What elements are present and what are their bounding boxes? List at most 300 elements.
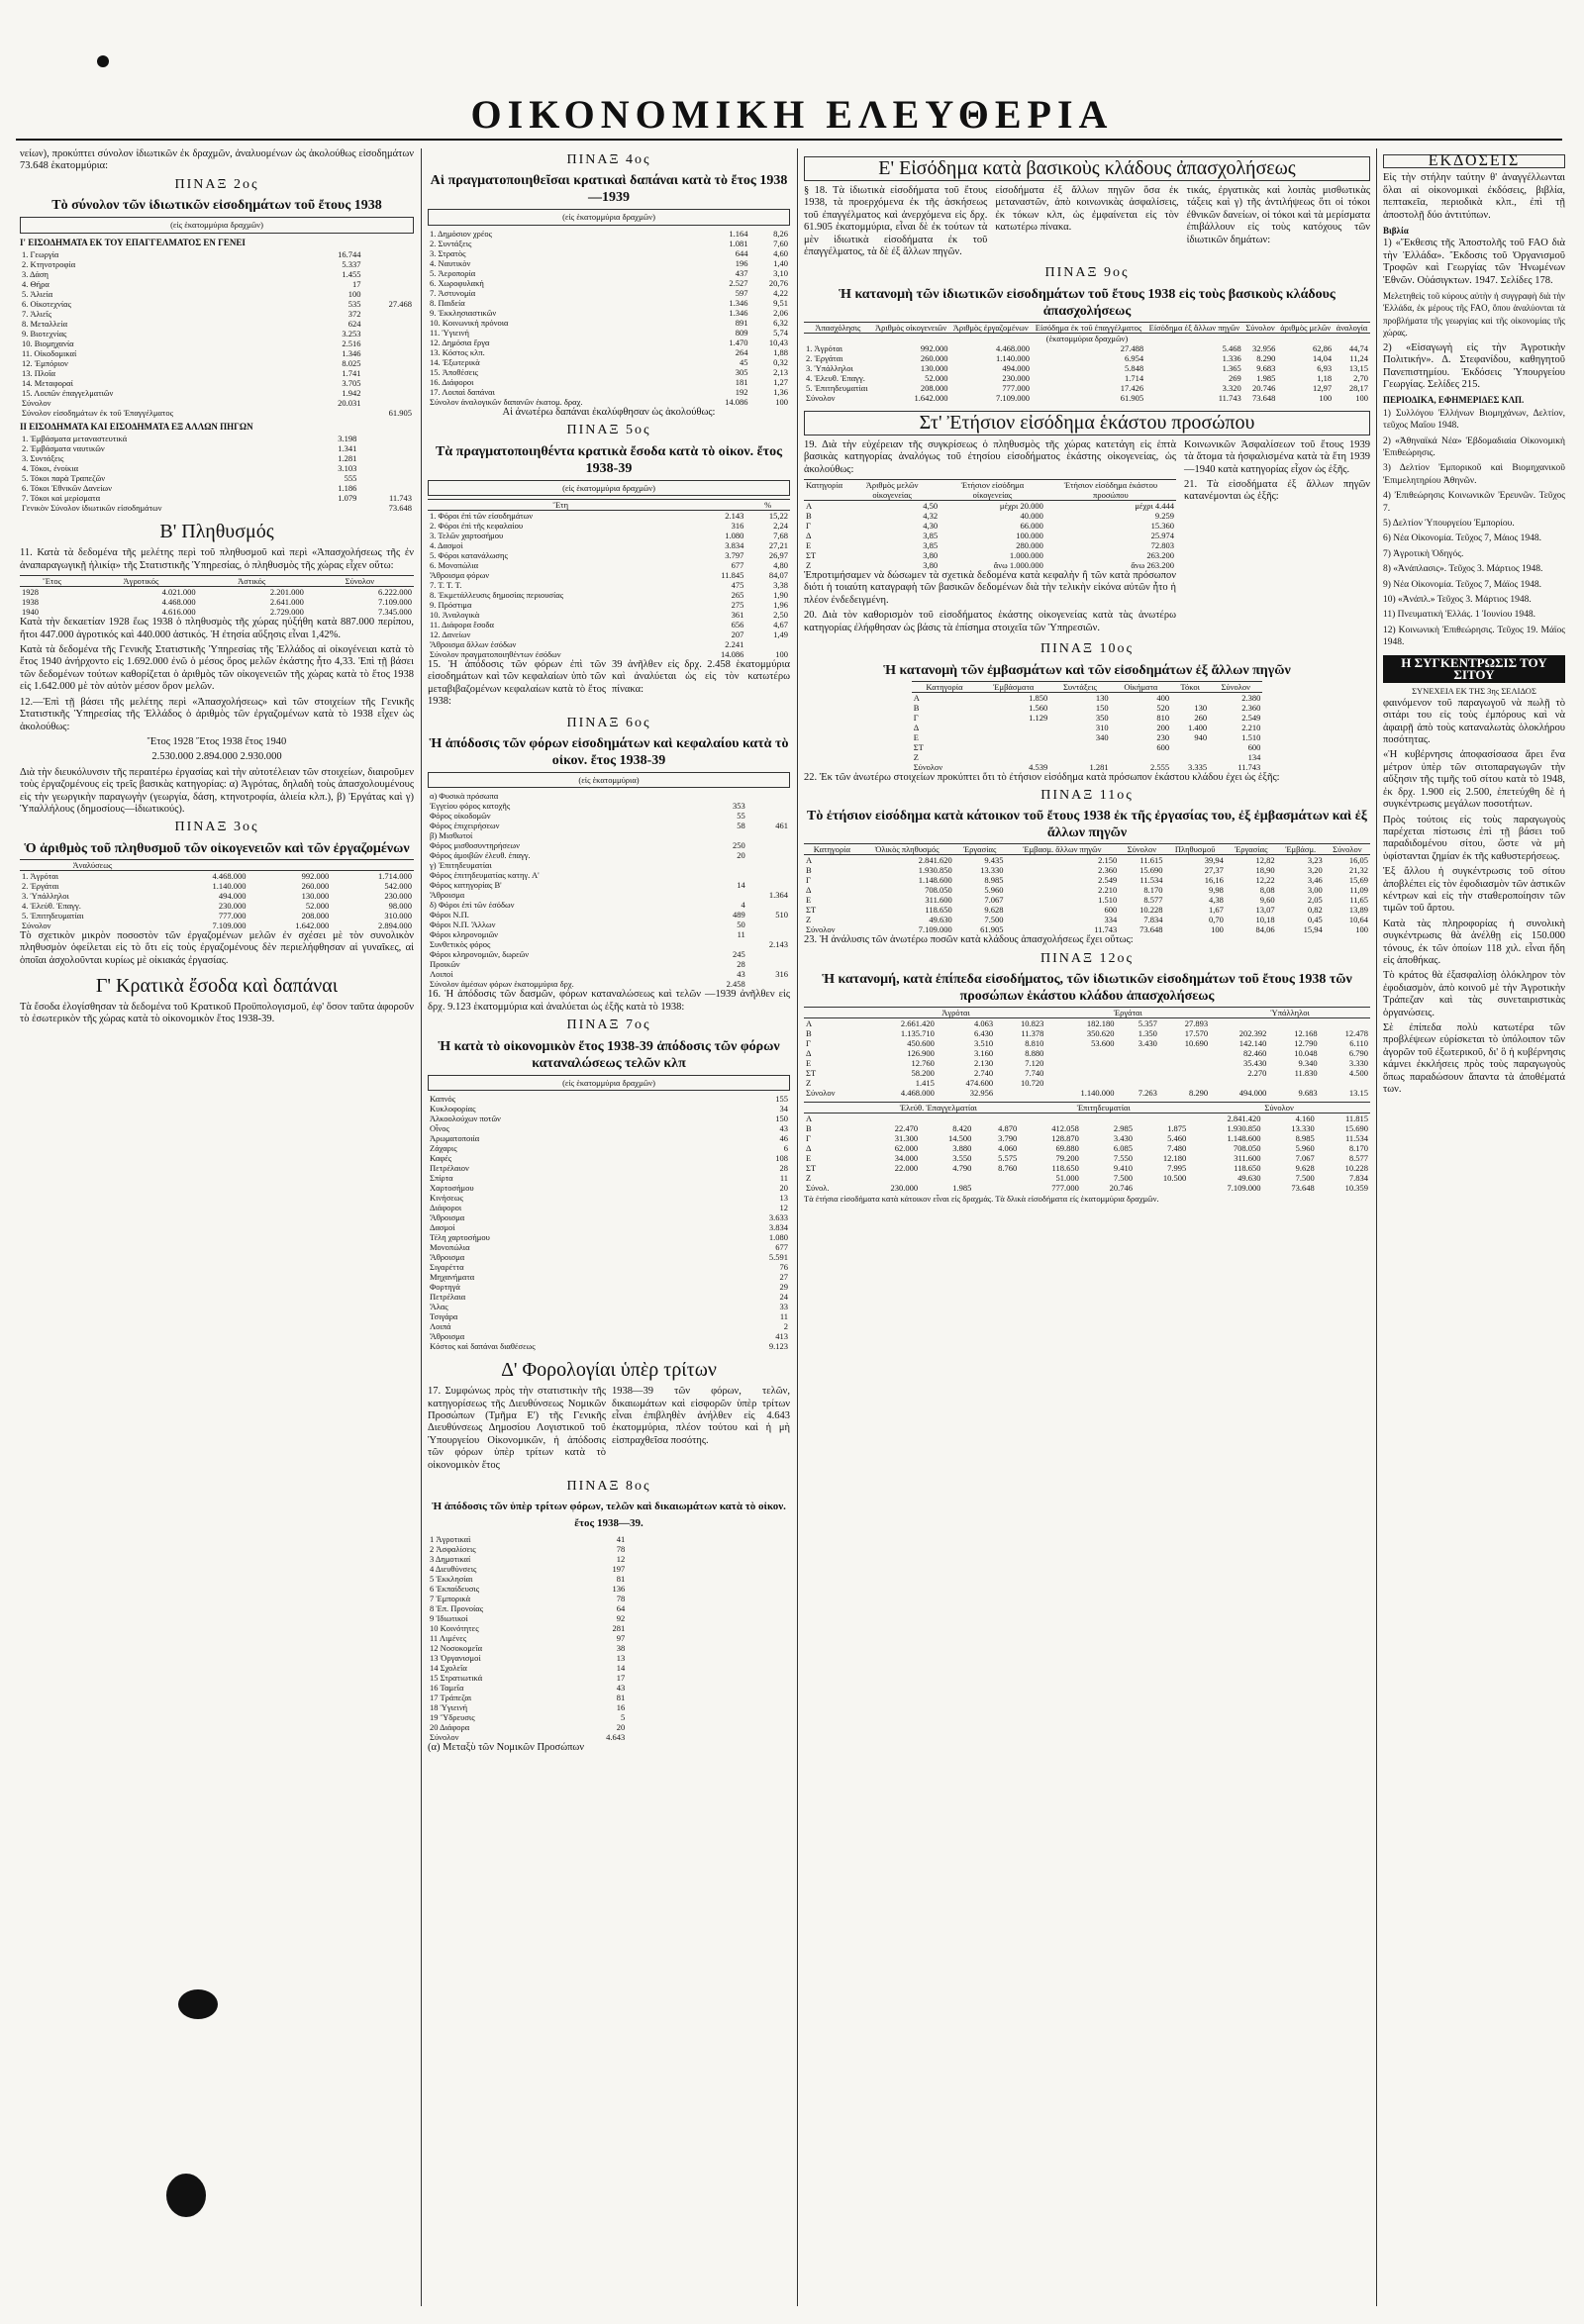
table-cell [977,723,1049,732]
table-cell: 81 [616,1693,626,1703]
table-cell: 16,16 [1204,875,1224,886]
table-cell: Ἅλας [430,1302,448,1312]
table-row [20,259,414,269]
table-cell: 130 [1095,692,1109,703]
table-cell: 1,18 [1317,372,1333,383]
table-row [428,1143,790,1153]
table-cell: 3.430 [1138,1038,1157,1049]
table-cell [1159,1058,1210,1068]
table-cell: 7.834 [1143,915,1163,925]
table-row [428,1663,627,1673]
pinax-12-footnote: Τὰ ἐτήσια εἰσοδήματα κατὰ κάτοικον εἶναι εἰς δραχμάς. Τὰ δλικὰ εἰσοδήματα εἰς ἑκατομμύρια δραχμῶν. [804,1194,1159,1205]
table-row [804,1018,1370,1029]
table-cell [363,269,414,279]
table-cell: 76 [779,1262,788,1273]
table-row [804,1068,1370,1078]
table-cell: 4,80 [773,560,788,571]
table-cell: 9,60 [1259,895,1275,906]
table-header-cell: Συντάξεις [1049,681,1110,692]
table-cell: Τέλη χαρτοσήμου [430,1232,490,1243]
table-cell: Φόρος μισθοσυντηρήσεων [430,840,520,851]
table-cell [1045,1068,1116,1078]
table-row [428,1554,627,1564]
table-cell [747,929,790,939]
table-cell: 2.210 [1098,885,1118,896]
table-cell: 6. Χωροφυλακή [430,277,484,288]
table-cell [705,791,747,801]
table-cell: 4,22 [773,287,788,298]
periodika-item: 7) Ἀγροτικὴ Ὁδηγός. [1383,548,1464,559]
table-cell: 3.550 [952,1153,972,1164]
table-cell: 1. Ἐμβάσματα μεταναστευτικά [22,434,128,444]
table-row [804,501,1176,512]
table-cell: Σύνολον [430,1732,459,1743]
table-cell: 84,06 [1255,924,1275,935]
table-cell: 275 [731,600,744,611]
table-cell: 1.140.000 [1080,1088,1115,1099]
table-row [20,289,414,299]
table-cell: 100.000 [1016,531,1043,541]
table-cell: 1.148.600 [918,875,952,886]
table-cell: 2.641.000 [269,597,304,608]
table-cell: 16 [616,1702,626,1713]
table-cell: 1.148.600 [1227,1133,1261,1144]
table-row [20,587,414,598]
paragraph: 15. Ἡ ἀπόδοσις τῶν φόρων ἐπὶ τῶν εἰσοδημάτων καὶ τῶν κεφαλαίων ὑπὸ τῶν μεταβιβαζομένων κεφαλαίων κατὰ τὸ ἔτος 1938: [428,659,606,708]
table-cell: 7.067 [1295,1153,1315,1164]
table-cell: 100 [775,396,788,407]
table-cell: 1.560 [1029,702,1048,713]
paragraph: 22. Ἐκ τῶν ἀνωτέρω στοιχείων προκύπτει ὅτι τὸ ἐτήσιον εἰσόδημα κατὰ πρόσωπον ἑκάστου κλάδου ἐχει ὡς ἑξῆς: [804,771,1280,783]
table-cell: Φόρος ἐπιχειρήσεων [430,821,500,831]
table-cell [1117,1058,1159,1068]
table-cell: 413 [775,1331,788,1342]
table-cell [747,979,790,989]
table-cell: Δ [806,1048,812,1059]
table-header-cell: Ἀριθμὸς οἰκογενειῶν [872,322,950,333]
table-cell: 230.000 [890,1183,919,1194]
table-row [428,910,790,920]
paragraph: Τὸ κράτος θὰ ἐξασφαλίσῃ ὁλόκληρον τὸν ἐφοδιασμὸν, ἀπὸ κοινοῦ μὲ τὴν Ἀγροτικὴν Τράπεζαν καὶ τὰς συνεταιριστικὰς ὀργανώσεις. [1383,970,1565,1018]
table-cell: 43 [779,1123,788,1134]
table-cell: 1. Γεωργία [22,249,59,260]
table-cell: 6. Μονοπώλια [430,560,479,571]
table-row [428,821,790,830]
table-cell: 450.600 [907,1038,935,1049]
table-cell: 8.420 [952,1123,972,1134]
periodika-item: 1) Συλλόγου Ἑλλήνων Βιομηχάνων, Δελτίον, τεῦχος Μαΐου 1948. [1383,408,1565,432]
table-header-cell [804,1008,866,1018]
table-header [804,480,1176,501]
table-row [804,511,1176,521]
table-cell: 15.360 [1150,521,1174,532]
table-cell: 4.616.000 [161,607,196,618]
table-cell: Ζ [806,560,812,571]
table-row [428,1732,627,1742]
table-cell: 3.834 [768,1222,788,1233]
table-cell: 12 Νοσοκομεῖα [430,1643,483,1654]
table-row [428,540,790,550]
periodika-item: 5) Δελτίον Ὑπουργείου Ἐμπορίου. [1383,518,1515,529]
table-cell: 4. Ἐλευθ. Ἐπαγγ. [806,372,865,383]
table-cell: 1.129 [1029,712,1048,723]
table-row [428,1683,627,1693]
table-cell: 708.050 [925,885,952,896]
table-cell [1320,1078,1370,1088]
table-row [428,1153,790,1163]
table-cell [973,1173,1019,1183]
table-cell: 8.577 [1143,895,1163,906]
table-cell: 1940 [22,607,39,618]
table-row [428,531,790,540]
table-row [428,1574,627,1584]
table-row [428,367,790,377]
table-cell: 4.500 [1348,1068,1368,1079]
table-cell: 44,74 [1348,342,1368,353]
table-header-cell: ἀριθμὸς μελῶν [1277,322,1334,333]
table-cell: 4.468.000 [900,1088,935,1099]
table-cell: 13,07 [1255,905,1275,916]
table-cell: 2.360 [1241,702,1261,713]
table-cell: 55 [737,811,745,822]
table-cell [1049,752,1110,762]
table-cell: 17 Τράπεζαι [430,1693,472,1703]
table-cell: Ἄθροισμα [430,1212,465,1223]
table-cell: Β [806,865,812,876]
table-cell: 32.956 [1251,342,1276,353]
table-row [20,358,414,368]
table-cell: 84,07 [768,570,788,581]
table-cell: ΣΤ [806,1163,817,1174]
table-cell: 7.834 [1348,1173,1368,1184]
table-cell: 555 [344,473,357,484]
table-cell: 17.426 [1120,382,1144,393]
table-cell: 20 [616,1722,626,1733]
table-row [428,347,790,357]
table-row [428,560,790,570]
table-cell [1117,1068,1159,1078]
table-cell: Προικῶν [430,959,460,970]
table-row [20,269,414,279]
table-cell: 280.000 [1016,540,1043,551]
table-cell: 8.880 [1025,1048,1044,1059]
table-cell: 4,32 [923,511,939,522]
table-cell: Διάφοροι [430,1203,462,1213]
table-cell: 11,09 [1349,885,1368,896]
table-cell [1135,1183,1188,1193]
table-cell [705,890,747,900]
table-row [804,343,1370,353]
table-row [428,298,790,308]
table-cell: 12.790 [1294,1038,1318,1049]
table-cell: 17 [352,279,361,290]
table-row [804,1038,1370,1048]
table-cell: 10,43 [768,337,788,347]
table-cell: 10. Ἀναλογικὰ [430,610,480,621]
table-cell: 489 [733,910,745,920]
paragraph: Σὲ ἐπίπεδα πολὺ κατωτέρα τῶν προβλέψεων εὑρίσκεται τὸ ὑπόλοιπον τῶν ἀγορῶν τοῦ ἐξωτερικοῦ, δι' ὃ ἡ κυβέρνησις κάμνει ἐκκλήσεις πρὸς τοὺς παραγωγοὺς ὅπως παραδώσουν ἅπαντα τὰ ἀποθέματά των. [1383,1022,1565,1096]
table-cell: 6.790 [1348,1048,1368,1059]
table-cell: 69.880 [1055,1143,1079,1154]
table-row [428,1193,790,1203]
table-cell: 3. Ὑπάλληλοι [806,362,853,373]
table-cell [363,378,414,388]
table-cell [747,791,790,801]
table-cell: 1.930.850 [1227,1123,1261,1134]
table-cell: 81 [616,1574,626,1585]
table-cell: 155 [775,1094,788,1105]
table-cell: 73.648 [1251,392,1276,403]
table-row [428,801,790,811]
table-cell: 1938 [22,597,39,608]
table-cell: 1.336 [1222,352,1241,363]
table-cell: 11. Οἰκοδομικαί [22,348,77,359]
ink-blot [178,1989,218,2019]
table-cell: 2. Ἐργάται [22,880,59,891]
table-cell: 181 [735,376,748,387]
table-cell [1159,1048,1210,1058]
table-cell [747,870,790,880]
table-cell: Ἄθροισμα ἄλλων ἐσόδων [430,639,517,650]
table-cell: Ἄθροισμα [430,1252,465,1263]
table-cell: 27.488 [1120,342,1144,353]
table-cell: 4.468.000 [995,342,1030,353]
table-row [428,387,790,397]
intro-text: νείων), προκύπτει σύνολον ἰδιωτικῶν ἐκ δραχμῶν, ἀναλυομένων ὡς ἀκολούθως εἰσοδημάτων 73.648 ἑκατομμύρια: [20,148,414,172]
table-cell [1171,692,1209,703]
table-cell: 12 [779,1203,788,1213]
table-cell: 1,49 [773,629,788,640]
table-cell: 4.468.000 [161,597,196,608]
table-cell: 34.000 [894,1153,919,1164]
pinax-2-label: ΠΙΝΑΞ 2ος [174,176,259,192]
table-cell: 40.000 [1020,511,1043,522]
table-cell: 8.025 [342,358,361,369]
table-cell: 24 [779,1292,788,1303]
table-cell: 1,67 [1208,905,1224,916]
ink-blot [97,55,109,67]
table-cell: 6. Οἰκοτεχνίας [22,299,71,310]
table-cell: 13,89 [1348,905,1368,916]
table-cell [363,279,414,289]
table-cell: 7.120 [1025,1058,1044,1069]
table-row [20,870,414,881]
table-cell: 230.000 [1002,372,1030,383]
table-cell: 4 [741,900,745,911]
table-cell: 5. Ἁλιεία [22,289,53,300]
paragraph: Κοινωνικῶν Ἀσφαλίσεων τοῦ ἔτους 1939 τὰ ἄτομα τὰ ἠσφαλισμένα κατὰ τὰ ἔτη 1939—1940 κατὰ κατηγορίας εἶχον ὡς ἑξῆς. [1184,438,1370,475]
paragraph: Κατὰ τὴν δεκαετίαν 1928 ἕως 1938 ὁ πληθυσμὸς τῆς χώρας ηὐξήθη κατὰ 887.000 περίπου, ἤτοι 447.000 ἀγροτικός καὶ 440.000 ἀστικός. Ἡ ἐτησία αὔξησις εἶναι 1,42%. [20,617,414,640]
pinax-5-caption: (εἰς ἑκατομμύρια δραχμῶν) [428,480,790,496]
pinax-3-label: ΠΙΝΑΞ 3ος [174,820,259,835]
table-cell: 412.058 [1051,1123,1079,1134]
table-cell: 10.823 [1021,1018,1044,1029]
pinax-2-title: Τὸ σύνολον τῶν ἰδιωτικῶν εἰσοδημάτων τοῦ ἔτους 1938 [51,198,382,214]
table-cell: 1.930.850 [918,865,952,876]
table-cell: 118.650 [1234,1163,1261,1174]
table-row [428,511,790,522]
table-cell: ἄνω 263.200 [1131,560,1174,571]
table-cell: 7.500 [984,915,1004,925]
table-cell: 20.746 [1109,1183,1134,1194]
table-cell: 8. Μεταλλεία [22,319,68,330]
table-cell: 9,98 [1208,885,1224,896]
table-header-cell: % [745,500,790,511]
table-row [428,811,790,821]
table-cell: 58.200 [911,1068,935,1079]
table-cell [705,870,747,880]
table-cell: Γ [913,712,919,723]
table-cell: 708.050 [1233,1143,1261,1154]
table-row [428,830,790,840]
table-cell: 2.516 [342,339,361,349]
table-cell [363,368,414,378]
table-cell: 1.081 [729,238,748,248]
table-cell: 3,38 [773,580,788,591]
table-cell: 2.555 [1150,761,1170,772]
table-cell: 1.510 [1241,731,1261,742]
table-row [428,258,790,268]
table-cell: 3,10 [773,267,788,278]
table-cell: 22.470 [894,1123,919,1134]
table-cell [363,348,414,358]
table-cell: 777.000 [218,910,247,920]
table-cell: 3.834 [725,540,744,551]
table-row [428,929,790,939]
table-row [428,969,790,979]
table-cell: 1. Ἀγρόται [806,342,843,353]
table-cell [1049,742,1110,752]
table-cell [1159,1078,1210,1088]
table-cell: 11.743 [1218,392,1241,403]
table-cell: 11.615 [1139,855,1163,866]
table-row [912,742,1263,752]
table-row [20,299,414,309]
table-cell: ΣΤ [806,1068,817,1079]
table-header-cell: Οἰκήματα [1111,681,1172,692]
table-header [804,322,1370,333]
table-cell: Λοιπά [430,1321,451,1332]
table-cell: 7.550 [1113,1153,1134,1164]
table-cell [363,249,414,259]
table-cell [1210,1018,1268,1029]
table-cell: 12.478 [1344,1028,1368,1039]
table-cell: 58 [737,821,745,831]
paragraph: 23. Ἡ ἀνάλυσις τῶν ἀνωτέρω ποσῶν κατὰ κλάδους ἀπασχολήσεως ἔχει οὕτως: [804,934,1134,946]
table-row [20,368,414,378]
table-cell: 3.103 [338,463,357,474]
table-row [428,1594,627,1603]
table-row [428,248,790,258]
table-cell: 79.200 [1055,1153,1079,1164]
table-row [804,915,1370,924]
table-cell: 8.170 [1143,885,1163,896]
table-cell: 5,74 [773,327,788,338]
table-cell: 3.633 [768,1212,788,1223]
table-cell [705,830,747,840]
table-cell: 2. Συντάξεις [430,238,472,248]
table-cell: 1.985 [952,1183,972,1194]
table-cell: 6 [783,1143,788,1154]
table-row [804,1143,1370,1153]
table-cell [363,329,414,339]
table-row [428,920,790,929]
table-cell: 8,08 [1259,885,1275,896]
periodika-item: 6) Νέα Οἰκονομία. Τεῦχος 7, Μάιος 1948. [1383,533,1541,544]
table-cell: 130.000 [301,890,330,901]
table-cell: 118.650 [925,905,952,916]
table-header-cell: Ἔτη [428,500,694,511]
table-row [428,850,790,860]
table-row [428,288,790,298]
table-row [428,1623,627,1633]
table-cell: 1.080 [725,531,744,541]
table-cell: 281 [612,1623,626,1634]
table-row [428,1212,790,1222]
table-cell: 20 [737,850,745,861]
table-cell: μέχρι 20.000 [999,501,1043,512]
table-cell: 7.109.000 [995,392,1030,403]
pinax-3-table [20,859,414,930]
table-cell: 10.359 [1344,1183,1368,1194]
table-cell: 2,05 [1307,895,1323,906]
table-cell: 350.620 [1086,1028,1115,1039]
table-cell: 208.000 [920,382,948,393]
table-cell: 2 Ἀσφαλίσεις [430,1544,476,1555]
periodika-item: 12) Κοινωνικὴ Ἐπιθεώρησις. Τεῦχος 19. Μάϊος 1948. [1383,625,1565,648]
table-cell: Λοιποί [430,969,453,980]
table-row [804,1114,1370,1124]
table-cell: 5 Ἐκκλησίαι [430,1574,473,1585]
table-cell: 535 [347,299,361,310]
table-cell: Δ [806,885,812,896]
table-cell: 150 [1095,702,1109,713]
table-cell: 49.630 [929,915,952,925]
table-row [20,378,414,388]
table-cell: 494.000 [1002,362,1030,373]
table-cell: 13 [616,1653,626,1664]
table-row [428,649,790,659]
table-row [804,373,1370,383]
table-row [804,855,1370,866]
table-cell: 43 [737,969,745,980]
paragraph: 1938—39 τῶν φόρων, τελῶν, δικαιωμάτων καὶ εἰσφορῶν ὑπὲρ τρίτων εἶναι ἐπιβληθὲν ἀνήλθεν εἰς 4.643 ἑκατομμύρια, πλέον τούτου καὶ ἡ μὴ εἰσπραχθεῖσα ποσότης. [612,1386,790,1446]
table-row [428,1693,627,1702]
table-row [804,393,1370,403]
table-cell [1045,1048,1116,1058]
table-cell: 134 [1247,751,1261,762]
table-cell: 22.000 [894,1163,919,1174]
pinax-8-label: ΠΙΝΑΞ 8ος [566,1478,651,1494]
table-cell: 14,04 [1313,352,1333,363]
table-cell: 992.000 [301,870,330,881]
table-row [20,473,414,483]
table-cell: Γ [806,1133,811,1144]
table-cell: 66.000 [1020,521,1043,532]
table-cell: 3,80 [923,560,939,571]
pinax-7-caption: (εἰς ἑκατομμύρια δραχμῶν) [428,1075,790,1091]
table-cell: 14 [616,1663,626,1674]
table-cell: 2. Φόροι ἐπὶ τῆς κεφαλαίου [430,521,524,532]
table-cell: 1.942 [342,388,361,399]
table-row [428,308,790,318]
table-cell: 1.164 [729,228,748,239]
table-row [804,1028,1370,1038]
table-row [912,723,1263,732]
table-row [20,901,414,911]
table-cell: 3,20 [1307,865,1323,876]
table-cell: 9,51 [773,297,788,308]
